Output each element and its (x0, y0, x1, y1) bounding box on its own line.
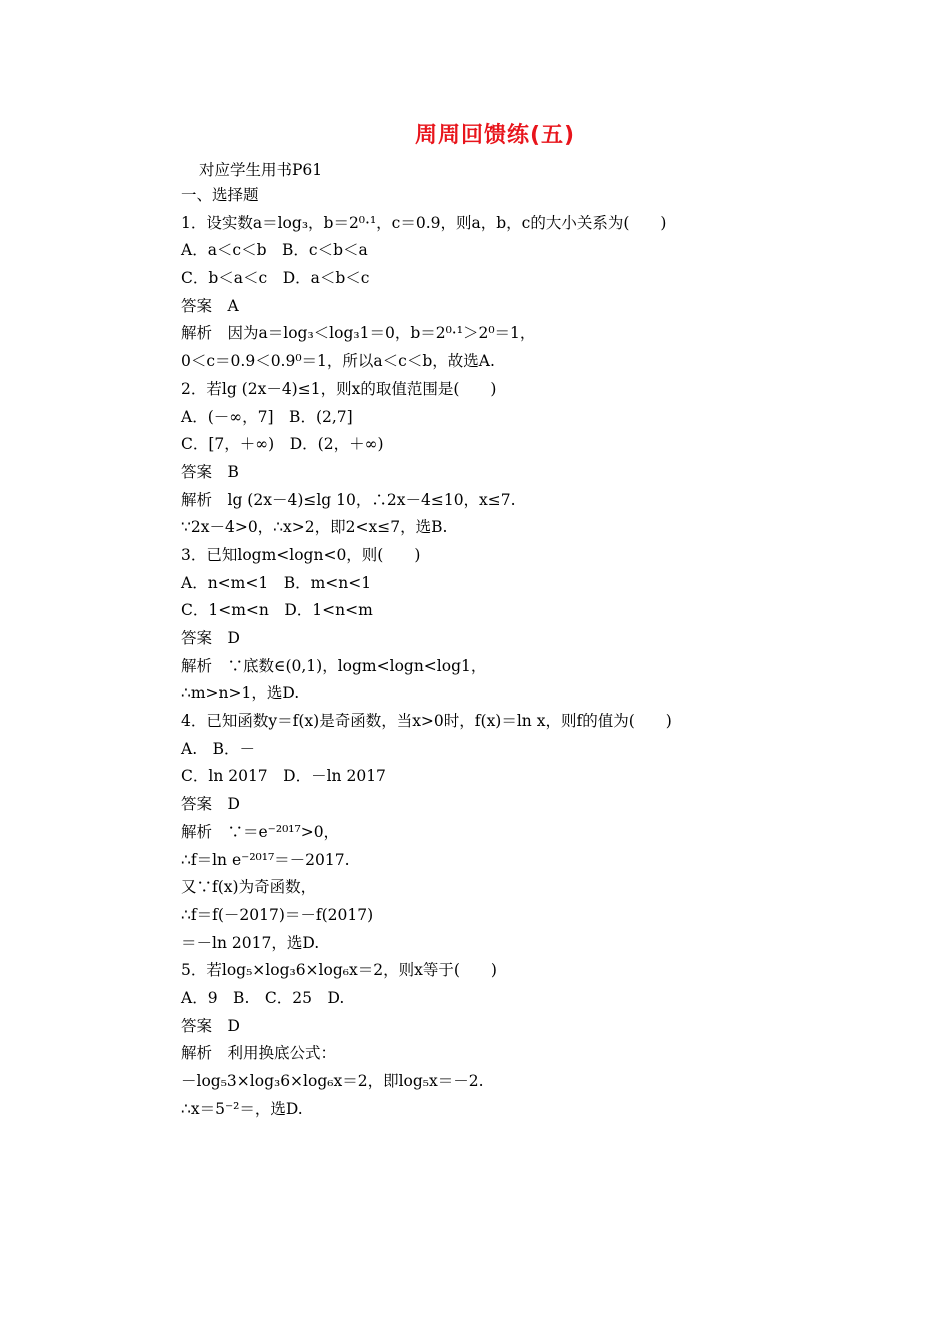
question-1: 1．设实数a＝log₃，b＝2⁰·¹，c＝0.9，则a，b，c的大小关系为( ) (181, 213, 667, 232)
question-2: 2．若lg (2x－4)≤1，则x的取值范围是( ) (181, 379, 497, 398)
question-5-analysis-step-3: ∴x＝5⁻²＝，选D. (181, 1099, 303, 1118)
question-3-options-cd: C．1<m<n D．1<n<m (181, 601, 373, 620)
question-5-analysis-step-2: －log₅3×log₃6×log₆x＝2，即log₅x＝－2. (181, 1072, 484, 1090)
question-5: 5．若log₅×log₃6×log₆x＝2，则x等于( ) (181, 961, 497, 980)
question-3: 3．已知logm<logn<0，则( ) (181, 545, 421, 564)
question-1-analysis: 解析 因为a＝log₃＜log₃1＝0，b＝2⁰·¹＞2⁰＝1， (181, 324, 536, 343)
question-4-answer: 答案 D (181, 795, 240, 814)
question-1-options-ab: A．a＜c＜b B．c＜b＜a (181, 241, 368, 260)
page-title: 周周回馈练(五) (414, 123, 576, 148)
question-1-answer: 答案 A (181, 296, 239, 315)
question-2-analysis: 解析 lg (2x－4)≤lg 10，∴2x－4≤10，x≤7. (181, 490, 516, 509)
question-2-answer: 答案 B (181, 462, 239, 481)
question-4-analysis: 解析 ∵＝e⁻²⁰¹⁷>0， (181, 822, 340, 841)
question-5-answer: 答案 D (181, 1016, 240, 1035)
question-4-options-cd: C．ln 2017 D．－ln 2017 (181, 767, 386, 786)
question-4-analysis-step-3: 又∵f(x)为奇函数， (181, 878, 317, 897)
question-3-answer: 答案 D (181, 629, 240, 647)
question-2-analysis-cont: ∵2x－4>0，∴x>2，即2<x≤7，选B. (181, 518, 448, 537)
question-2-options-ab: A．(－∞，7] B．(2,7] (181, 407, 353, 426)
question-1-options-cd: C．b＜a＜c D．a＜b＜c (181, 269, 370, 288)
question-4-options-ab: A. B．－ (181, 739, 256, 758)
question-5-analysis: 解析 利用换底公式： (181, 1044, 337, 1063)
question-4-analysis-step-5: ＝－ln 2017，选D. (181, 933, 320, 952)
textbook-reference: 对应学生用书P61 (199, 161, 323, 179)
question-4-analysis-step-2: ∴f＝ln e⁻²⁰¹⁷＝－2017. (181, 850, 350, 869)
section-heading: 一、选择题 (181, 186, 259, 204)
question-3-options-ab: A．n<m<1 B．m<n<1 (181, 573, 372, 592)
question-4-analysis-step-4: ∴f＝f(－2017)＝－f(2017) (181, 905, 374, 924)
question-5-options: A．9 B. C．25 D. (181, 988, 345, 1007)
question-3-analysis-cont: ∴m>n>1，选D. (181, 684, 300, 703)
document-body (181, 182, 801, 1123)
question-1-analysis-cont: 0＜c＝0.9＜0.9⁰＝1，所以a＜c＜b，故选A. (181, 352, 495, 371)
question-3-analysis: 解析 ∵底数∈(0,1)，logm<logn<log1， (181, 656, 487, 675)
question-4: 4．已知函数y＝f(x)是奇函数，当x>0时，f(x)＝ln x，则f的值为( ) (181, 712, 672, 731)
question-2-options-cd: C．[7，＋∞) D．(2，＋∞) (181, 435, 384, 454)
